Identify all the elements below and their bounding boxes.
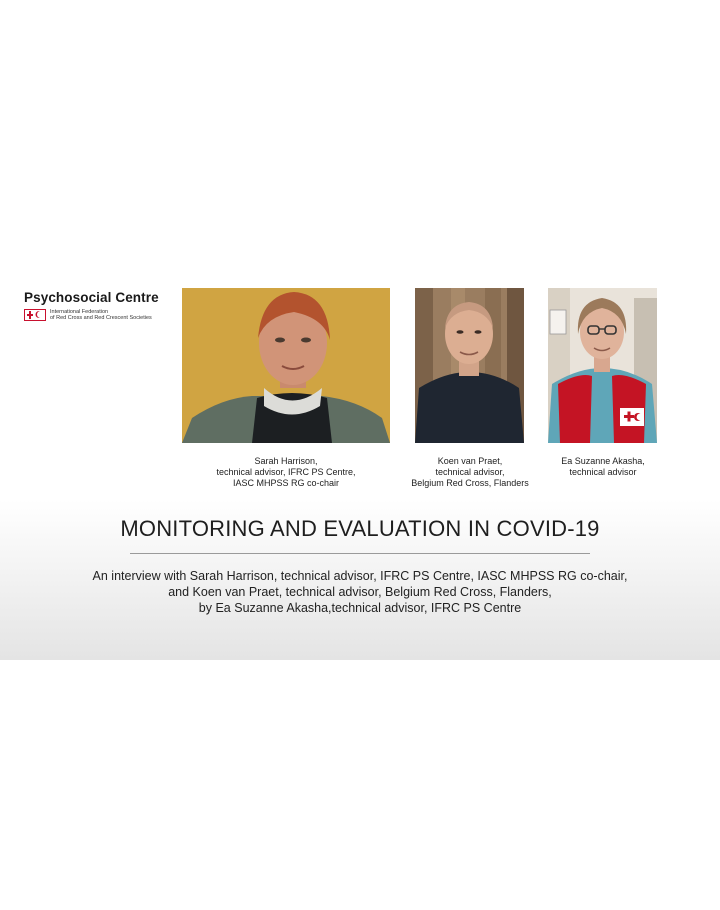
subtitle	[0, 568, 720, 616]
red-cross-red-crescent-icon	[24, 309, 46, 321]
photo-sarah-harrison	[182, 288, 390, 443]
subtitle-line3: by Ea Suzanne Akasha,technical advisor, IFRC PS Centre	[198, 601, 522, 615]
caption-role-extra: IASC MHPSS RG co-chair	[232, 478, 340, 488]
logo-org-line2: of Red Cross and Red Crescent Societies	[50, 315, 152, 321]
page-title: MONITORING AND EVALUATION IN COVID-19	[120, 516, 600, 541]
red-crescent-icon	[35, 310, 45, 320]
caption-role: technical advisor	[569, 467, 637, 477]
logo-organisation	[50, 309, 152, 321]
subtitle-line1: An interview with Sarah Harrison, technical advisor, IFRC PS Centre, IASC MHPSS RG co-chair,	[92, 569, 628, 583]
caption-koen-van-praet	[400, 456, 540, 489]
photo-ea-suzanne-akasha	[548, 288, 657, 443]
caption-name: Sarah Harrison,	[254, 456, 318, 466]
psychosocial-centre-logo	[24, 290, 159, 321]
logo-org-line1: International Federation	[50, 309, 109, 315]
caption-name: Koen van Praet,	[437, 456, 503, 466]
logo-title: Psychosocial Centre	[24, 290, 159, 305]
title-divider	[130, 553, 590, 554]
subtitle-line2: and Koen van Praet, technical advisor, Belgium Red Cross, Flanders,	[168, 585, 552, 599]
red-cross-icon	[25, 310, 35, 320]
caption-name: Ea Suzanne Akasha,	[561, 456, 645, 466]
caption-role-extra: Belgium Red Cross, Flanders	[411, 478, 529, 488]
caption-role: technical advisor, IFRC PS Centre,	[216, 467, 356, 477]
caption-ea-suzanne-akasha	[540, 456, 666, 478]
caption-sarah-harrison	[186, 456, 386, 489]
logo-row	[24, 309, 159, 321]
photo-koen-van-praet	[415, 288, 524, 443]
caption-role: technical advisor,	[435, 467, 505, 477]
